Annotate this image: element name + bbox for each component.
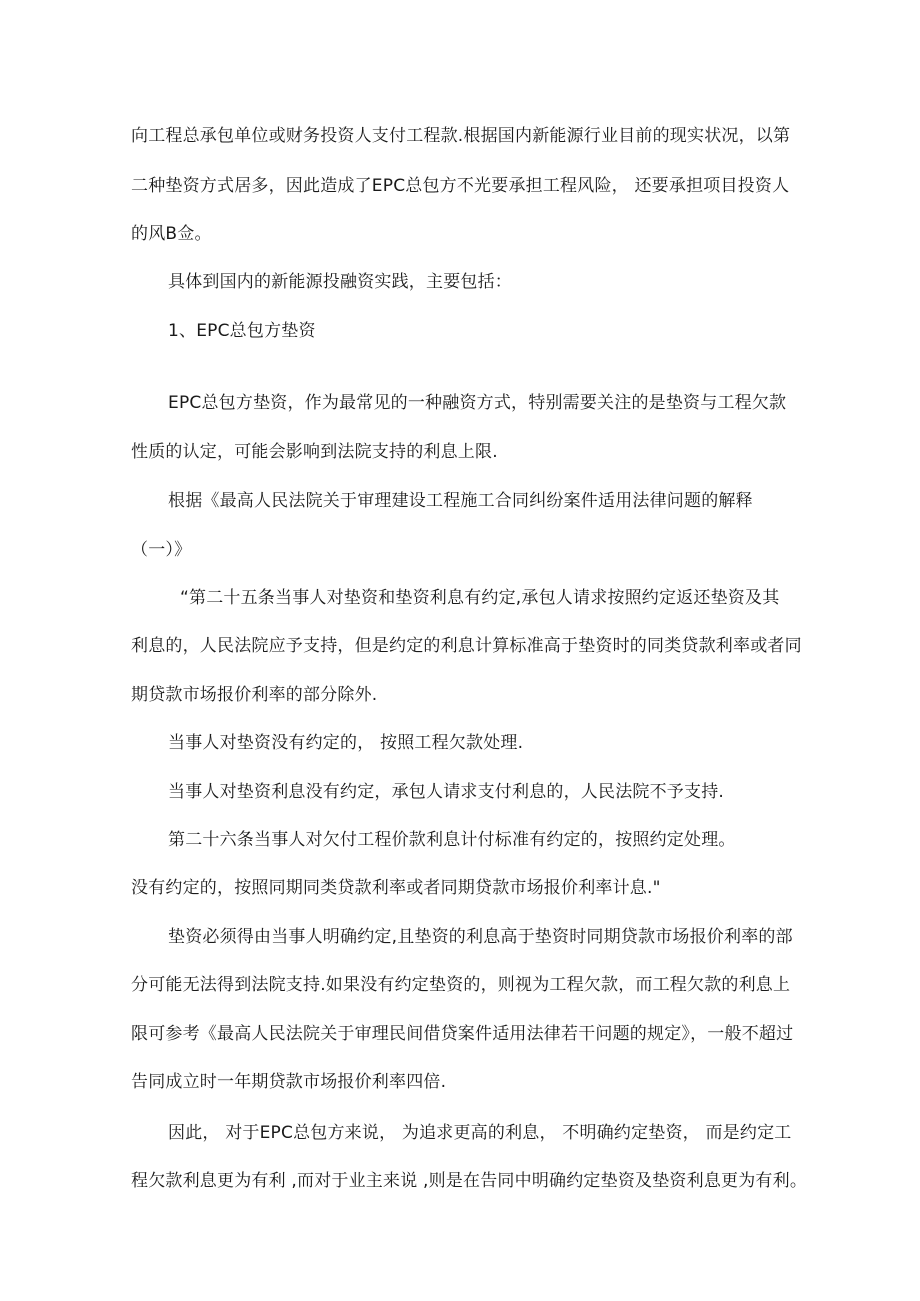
body-text-line: 具体到国内的新能源投融资实践，主要包括： <box>168 272 512 292</box>
section-heading: 1、EPC总包方垫资 <box>168 321 316 341</box>
body-text-line: EPC总包方垫资，作为最常见的一种融资方式，特别需要关注的是垫资与工程欠款 <box>168 393 787 413</box>
body-text-line: 限可参考《最高人民法院关于审理民间借贷案件适用法律若干问题的规定》，一般不超过 <box>131 1024 794 1044</box>
quote-text-line: 第二十六条当事人对欠付工程价款利息计付标准有约定的，按照约定处理。 <box>168 830 736 850</box>
body-text-line: 垫资必须得由当事人明确约定,且垫资的利息高于垫资时同期贷款市场报价利率的部 <box>168 927 793 947</box>
body-text-line: 告同成立时一年期贷款市场报价利率四倍. <box>131 1072 447 1092</box>
body-text-line: 因此， 对于EPC总包方来说， 为追求更高的利息， 不明确约定垫资， 而是约定工 <box>168 1123 792 1143</box>
body-text-line: 根据《最高人民法院关于审理建设工程施工合同纠纷案件适用法律问题的解释 <box>168 491 753 511</box>
body-text-line: 二种垫资方式居多，因此造成了EPC总包方不光要承担工程风险， 还要承担项目投资人 <box>131 176 790 196</box>
body-text-line: 分可能无法得到法院支持.如果没有约定垫资的，则视为工程欠款，而工程欠款的利息上 <box>131 975 791 995</box>
body-text-line: 向工程总承包单位或财务投资人支付工程款.根据国内新能源行业目前的现实状况，以第 <box>131 126 791 146</box>
body-text-line: 程欠款利息更为有利 ,而对于业主来说 ,则是在告同中明确约定垫资及垫资利息更为有利。 <box>131 1171 808 1191</box>
body-text-line: 的风B佥。 <box>131 224 212 244</box>
quote-text-line: 当事人对垫资利息没有约定，承包人请求支付利息的，人民法院不予支持. <box>168 782 725 802</box>
quote-text-line: 利息的，人民法院应予支持，但是约定的利息计算标准高于垫资时的同类贷款利率或者同 <box>131 636 802 656</box>
body-text-line: （一）》 <box>131 540 192 560</box>
body-text-line: 性质的认定，可能会影响到法院支持的利息上限. <box>131 442 498 462</box>
quote-text-line: 当事人对垫资没有约定的， 按照工程欠款处理. <box>168 733 524 753</box>
quote-text-line: 没有约定的，按照同期同类贷款利率或者同期贷款市场报价利率计息." <box>131 878 661 898</box>
quote-text-line: “第二十五条当事人对垫资和垫资利息有约定,承包人请求按照约定返还垫资及其 <box>180 588 780 608</box>
quote-text-line: 期贷款市场报价利率的部分除外. <box>131 685 378 705</box>
